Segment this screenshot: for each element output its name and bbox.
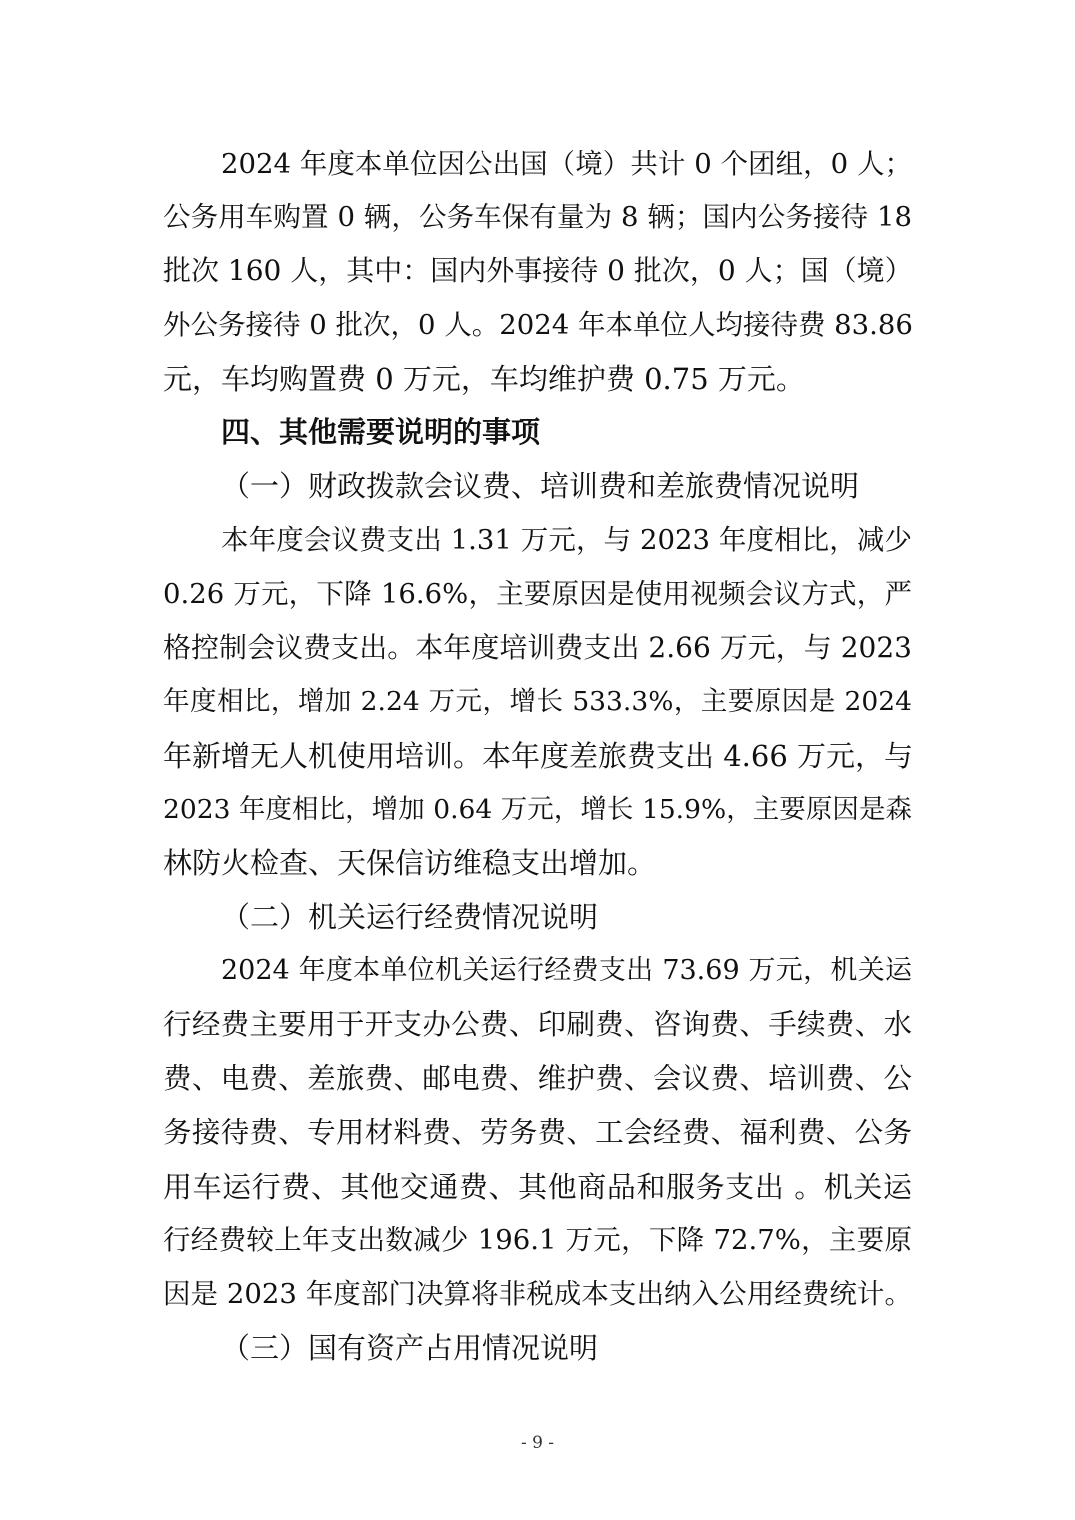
paragraph-line: 行经费较上年支出数减少 196.1 万元，下降 72.7%，主要原	[163, 1224, 912, 1256]
paragraph-line: 费、电费、差旅费、邮电费、维护费、会议费、培训费、公	[163, 1062, 912, 1095]
paragraph-line: 本年度会议费支出 1.31 万元，与 2023 年度相比，减少	[221, 524, 912, 556]
page-number: - 9 -	[520, 1433, 555, 1453]
section-heading: 四、其他需要说明的事项	[221, 415, 541, 449]
paragraph-line: 务接待费、专用材料费、劳务费、工会经费、福利费、公务	[163, 1116, 912, 1149]
paragraph-line: 林防火检查、天保信访维稳支出增加。	[163, 846, 657, 880]
paragraph-line: 因是 2023 年度部门决算将非税成本支出纳入公用经费统计。	[163, 1278, 912, 1310]
paragraph-line: 年新增无人机使用培训。本年度差旅费支出 4.66 万元，与	[163, 739, 914, 773]
paragraph-line: 公务用车购置 0 辆，公务车保有量为 8 辆；国内公务接待 18	[163, 201, 912, 233]
paragraph-line: 外公务接待 0 批次，0 人。2024 年本单位人均接待费 83.86	[163, 309, 913, 341]
paragraph-line: 0.26 万元，下降 16.6%，主要原因是使用视频会议方式，严	[163, 578, 912, 610]
paragraph-line: 年度相比，增加 2.24 万元，增长 533.3%，主要原因是 2024	[163, 686, 912, 717]
subsection-heading: （三）国有资产占用情况说明	[221, 1331, 599, 1365]
paragraph-line: 2024 年度本单位因公出国（境）共计 0 个团组，0 人；	[221, 148, 912, 180]
paragraph-line: 行经费主要用于开支办公费、印刷费、咨询费、手续费、水	[163, 1008, 912, 1041]
subsection-heading: （二）机关运行经费情况说明	[221, 900, 599, 934]
paragraph-line: 批次 160 人，其中：国内外事接待 0 批次，0 人；国（境）	[163, 254, 913, 287]
paragraph-line: 元，车均购置费 0 万元，车均维护费 0.75 万元。	[163, 362, 805, 396]
paragraph-line: 2024 年度本单位机关运行经费支出 73.69 万元，机关运	[221, 955, 912, 986]
paragraph-line: 2023 年度相比，增加 0.64 万元，增长 15.9%，主要原因是森	[163, 794, 912, 825]
paragraph-line: 用车运行费、其他交通费、其他商品和服务支出 。机关运	[163, 1170, 912, 1204]
paragraph-line: 格控制会议费支出。本年度培训费支出 2.66 万元，与 2023	[163, 631, 912, 664]
subsection-heading: （一）财政拨款会议费、培训费和差旅费情况说明	[221, 469, 860, 503]
